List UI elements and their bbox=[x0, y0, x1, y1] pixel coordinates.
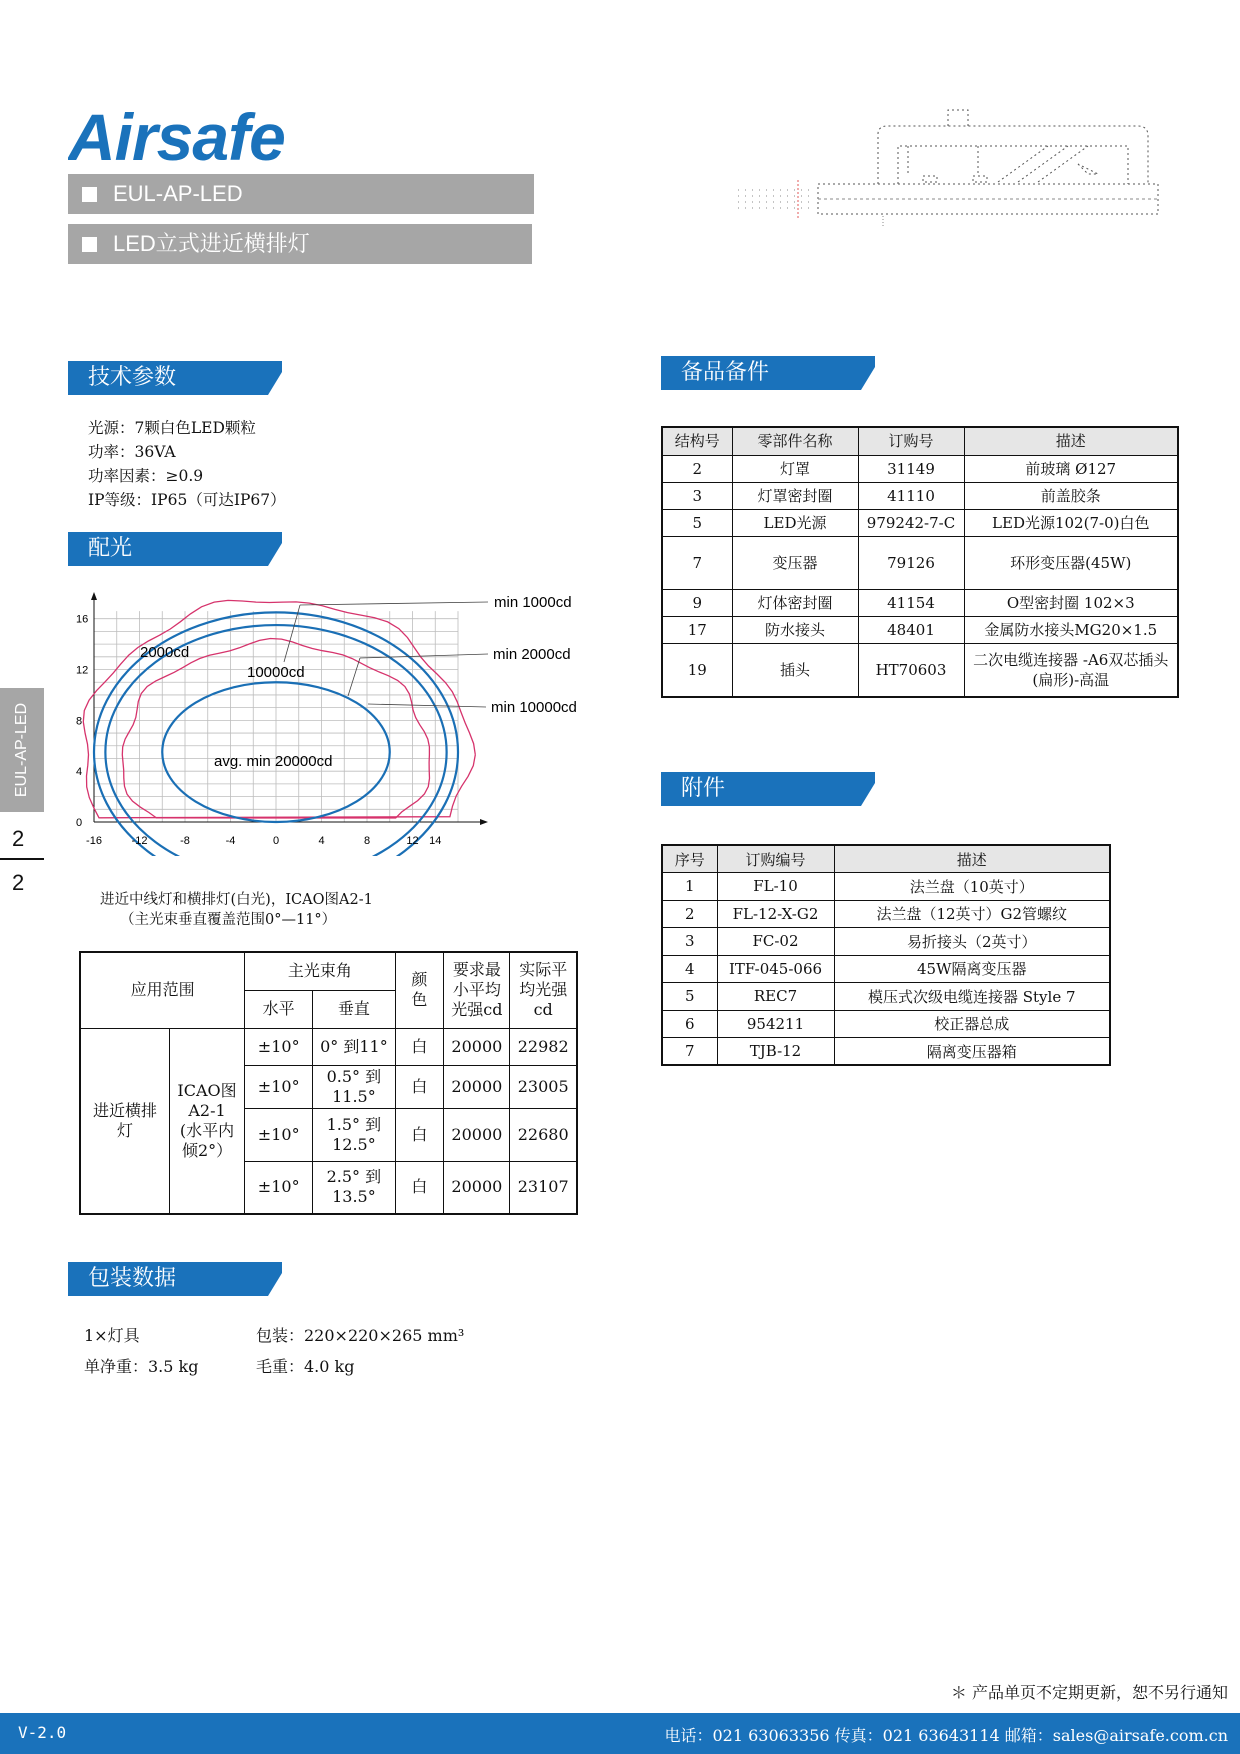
table-row bbox=[662, 455, 1178, 482]
x-tick-label: 0 bbox=[272, 835, 280, 847]
cell-h: ±10° bbox=[245, 1108, 313, 1161]
cell-act: 23107 bbox=[510, 1161, 577, 1214]
section-title: 技术参数 bbox=[88, 365, 177, 390]
cell: 灯体密封圈 bbox=[732, 589, 858, 616]
cell: 法兰盘（12英寸）G2管螺纹 bbox=[834, 900, 1110, 928]
cell-color: 白 bbox=[395, 1028, 444, 1065]
cell: LED光源102(7-0)白色 bbox=[964, 509, 1178, 536]
pack-qty: 1×灯具 bbox=[84, 1326, 140, 1345]
leader-line bbox=[300, 602, 488, 605]
header-cell: 结构号 bbox=[662, 427, 732, 455]
svg-text:Airsafe: Airsafe bbox=[68, 100, 285, 174]
cell-h: ±10° bbox=[245, 1161, 313, 1214]
table-row bbox=[80, 1028, 577, 1065]
bullet-square-icon bbox=[82, 237, 97, 252]
spec-light-source: 光源：7颗白色LED颗粒 bbox=[88, 419, 256, 437]
table-row bbox=[662, 589, 1178, 616]
cell: 2 bbox=[662, 900, 717, 928]
table-row bbox=[662, 1010, 1110, 1038]
x-tick-label: 12 bbox=[406, 835, 419, 847]
header-cell: 序号 bbox=[662, 845, 717, 873]
isocandela-chart bbox=[68, 586, 598, 856]
chart-contour-1000cd bbox=[83, 600, 475, 818]
subgroup-label: ICAO图A2-1 (水平内倾2°） bbox=[169, 1028, 244, 1214]
cell: 变压器 bbox=[732, 536, 858, 589]
cell: 3 bbox=[662, 928, 717, 956]
section-title: 附件 bbox=[681, 776, 726, 801]
annot-2000cd: 2000cd bbox=[140, 644, 190, 661]
chart-caption bbox=[100, 890, 500, 930]
cell: FL-10 bbox=[717, 873, 834, 901]
cell: 2 bbox=[662, 455, 732, 482]
cell-h: ±10° bbox=[245, 1028, 313, 1065]
cell: 41110 bbox=[858, 482, 964, 509]
table-header-row bbox=[662, 845, 1110, 873]
product-name-bar bbox=[68, 224, 532, 264]
cell: 3 bbox=[662, 482, 732, 509]
update-note: ＊ 产品单页不定期更新，恕不另行通知 bbox=[950, 1683, 1228, 1702]
accessories-table bbox=[661, 844, 1111, 1066]
cell-color: 白 bbox=[395, 1161, 444, 1214]
table-row bbox=[662, 928, 1110, 956]
table-row bbox=[662, 643, 1178, 697]
cell: 灯罩密封圈 bbox=[732, 482, 858, 509]
tech-params-list bbox=[88, 416, 286, 512]
table-row bbox=[662, 616, 1178, 643]
section-tech-params bbox=[68, 361, 282, 395]
cell: 二次电缆连接器 -A6双芯插头(扁形)-高温 bbox=[964, 643, 1178, 697]
page-number-bottom: 2 bbox=[12, 870, 25, 895]
cell: 环形变压器(45W) bbox=[964, 536, 1178, 589]
cell: 31149 bbox=[858, 455, 964, 482]
cell: O型密封圈 102×3 bbox=[964, 589, 1178, 616]
contour-red-outer bbox=[83, 600, 475, 817]
header-beam: 主光束角 bbox=[245, 952, 395, 990]
cell-color: 白 bbox=[395, 1108, 444, 1161]
table-row bbox=[662, 983, 1110, 1011]
y-tick-label: 0 bbox=[76, 817, 83, 829]
version-label: V-2.0 bbox=[18, 1723, 67, 1742]
annot-min-2000: min 2000cd bbox=[493, 646, 571, 663]
annot-min-1000: min 1000cd bbox=[494, 594, 572, 611]
cell-act: 22982 bbox=[510, 1028, 577, 1065]
cell: FL-12-X-G2 bbox=[717, 900, 834, 928]
y-axis-arrow bbox=[91, 592, 97, 600]
header-horizontal: 水平 bbox=[245, 990, 313, 1028]
x-tick-label: -12 bbox=[131, 835, 148, 847]
cell: 6 bbox=[662, 1010, 717, 1038]
x-tick-label: 14 bbox=[429, 835, 442, 847]
footer-bar bbox=[0, 1713, 1240, 1754]
x-axis-arrow bbox=[480, 819, 488, 825]
caption-line-2: （主光束垂直覆盖范围0°—11°） bbox=[120, 912, 337, 928]
model-text: EUL-AP-LED bbox=[113, 181, 243, 206]
cell: 模压式次级电缆连接器 Style 7 bbox=[834, 983, 1110, 1011]
cell: REC7 bbox=[717, 983, 834, 1011]
cell: 校正器总成 bbox=[834, 1010, 1110, 1038]
cell-v: 1.5° 到 12.5° bbox=[313, 1108, 395, 1161]
table-header-row bbox=[662, 427, 1178, 455]
cell: 45W隔离变压器 bbox=[834, 955, 1110, 983]
spares-table bbox=[661, 426, 1179, 698]
cell-req: 20000 bbox=[444, 1028, 510, 1065]
cell: 金属防水接头MG20×1.5 bbox=[964, 616, 1178, 643]
cell: 979242-7-C bbox=[858, 509, 964, 536]
bullet-square-icon bbox=[82, 187, 97, 202]
cell: 9 bbox=[662, 589, 732, 616]
cell: 41154 bbox=[858, 589, 964, 616]
cell: TJB-12 bbox=[717, 1038, 834, 1066]
chart-grid bbox=[94, 611, 458, 822]
cell: 17 bbox=[662, 616, 732, 643]
cell: 插头 bbox=[732, 643, 858, 697]
cell-v: 2.5° 到 13.5° bbox=[313, 1161, 395, 1214]
header-color: 颜色 bbox=[395, 952, 444, 1028]
x-tick-label: -16 bbox=[86, 835, 102, 847]
side-tab-label: EUL-AP-LED bbox=[13, 702, 30, 798]
section-title: 备品备件 bbox=[681, 360, 770, 385]
cell: ITF-045-066 bbox=[717, 955, 834, 983]
table-row bbox=[662, 955, 1110, 983]
leader-line bbox=[368, 704, 486, 707]
spec-power-factor: 功率因素：≥0.9 bbox=[88, 467, 204, 485]
cell: 灯罩 bbox=[732, 455, 858, 482]
cell: 4 bbox=[662, 955, 717, 983]
section-spares bbox=[661, 356, 875, 390]
cell: LED光源 bbox=[732, 509, 858, 536]
section-title: 包装数据 bbox=[88, 1266, 177, 1291]
group-label: 进近横排灯 bbox=[80, 1028, 169, 1214]
table-row bbox=[662, 900, 1110, 928]
table-row bbox=[662, 509, 1178, 536]
airport-layout-illustration bbox=[718, 104, 1178, 254]
cell: FC-02 bbox=[717, 928, 834, 956]
x-tick-label: 8 bbox=[363, 835, 371, 847]
cell: 前盖胶条 bbox=[964, 482, 1178, 509]
y-tick-label: 4 bbox=[76, 766, 83, 779]
leader-line bbox=[348, 658, 360, 696]
header-cell: 订购编号 bbox=[717, 845, 834, 873]
cell-act: 22680 bbox=[510, 1108, 577, 1161]
cell: 79126 bbox=[858, 536, 964, 589]
cell-h: ±10° bbox=[245, 1065, 313, 1108]
cell: 5 bbox=[662, 509, 732, 536]
cell: 7 bbox=[662, 1038, 717, 1066]
leader-line bbox=[360, 654, 488, 658]
header-cell: 描述 bbox=[964, 427, 1178, 455]
x-tick-label: 4 bbox=[318, 835, 325, 847]
header-cell: 订购号 bbox=[858, 427, 964, 455]
header-actual: 实际平均光强cd bbox=[510, 952, 577, 1028]
cell: 1 bbox=[662, 873, 717, 901]
table-row bbox=[662, 873, 1110, 901]
cell: 5 bbox=[662, 983, 717, 1011]
cell-color: 白 bbox=[395, 1065, 444, 1108]
pack-dimensions: 包装：220×220×265 mm³ bbox=[256, 1326, 465, 1345]
cell-act: 23005 bbox=[510, 1065, 577, 1108]
chart-axes bbox=[91, 592, 488, 825]
annot-avg-min-20000: avg. min 20000cd bbox=[214, 753, 333, 770]
spec-ip-rating: IP等级：IP65（可达IP67） bbox=[88, 491, 286, 509]
cell: 19 bbox=[662, 643, 732, 697]
section-accessories bbox=[661, 772, 875, 806]
table-row bbox=[662, 1038, 1110, 1066]
table-row bbox=[662, 536, 1178, 589]
pack-gross-weight: 毛重：4.0 kg bbox=[256, 1357, 355, 1376]
page-number-top: 2 bbox=[12, 826, 25, 851]
cell: HT70603 bbox=[858, 643, 964, 697]
header-cell: 描述 bbox=[834, 845, 1110, 873]
cell-v: 0° 到11° bbox=[313, 1028, 395, 1065]
cell: 前玻璃 Ø127 bbox=[964, 455, 1178, 482]
cell: 48401 bbox=[858, 616, 964, 643]
cell: 法兰盘（10英寸） bbox=[834, 873, 1110, 901]
contact-info: 电话：021 63063356 传真：021 63643114 邮箱：sales@airsafe.com.cn bbox=[664, 1726, 1228, 1745]
caption-line-1: 进近中线灯和横排灯(白光)，ICAO图A2-1 bbox=[100, 892, 373, 908]
page-divider bbox=[0, 858, 44, 860]
header-required: 要求最小平均光强cd bbox=[444, 952, 510, 1028]
photometric-table bbox=[79, 951, 578, 1215]
y-tick-label: 8 bbox=[76, 715, 83, 728]
header-cell: 零部件名称 bbox=[732, 427, 858, 455]
side-tab bbox=[0, 688, 44, 812]
annot-10000cd: 10000cd bbox=[247, 664, 305, 681]
model-bar bbox=[68, 174, 534, 214]
y-tick-label: 12 bbox=[76, 664, 89, 677]
packaging-data bbox=[84, 1320, 464, 1382]
y-tick-label: 16 bbox=[76, 613, 89, 626]
header-vertical: 垂直 bbox=[313, 990, 395, 1028]
x-tick-label: -4 bbox=[225, 835, 236, 847]
table-row bbox=[662, 482, 1178, 509]
airsafe-logo bbox=[68, 96, 368, 176]
cell: 7 bbox=[662, 536, 732, 589]
cell-req: 20000 bbox=[444, 1065, 510, 1108]
cell-v: 0.5° 到 11.5° bbox=[313, 1065, 395, 1108]
cell: 隔离变压器箱 bbox=[834, 1038, 1110, 1066]
section-light-distribution bbox=[68, 532, 282, 566]
spec-power: 功率：36VA bbox=[88, 443, 176, 461]
x-tick-label: -8 bbox=[180, 835, 190, 847]
cell: 防水接头 bbox=[732, 616, 858, 643]
section-packaging bbox=[68, 1262, 282, 1296]
cell: 954211 bbox=[717, 1010, 834, 1038]
cell: 易折接头（2英寸） bbox=[834, 928, 1110, 956]
header-scope: 应用范围 bbox=[80, 952, 245, 1028]
annot-min-10000: min 10000cd bbox=[491, 699, 577, 716]
product-name: LED立式进近横排灯 bbox=[113, 231, 310, 256]
pack-net-weight: 单净重：3.5 kg bbox=[84, 1357, 199, 1376]
cell-req: 20000 bbox=[444, 1161, 510, 1214]
cell-req: 20000 bbox=[444, 1108, 510, 1161]
section-title: 配光 bbox=[88, 536, 133, 561]
